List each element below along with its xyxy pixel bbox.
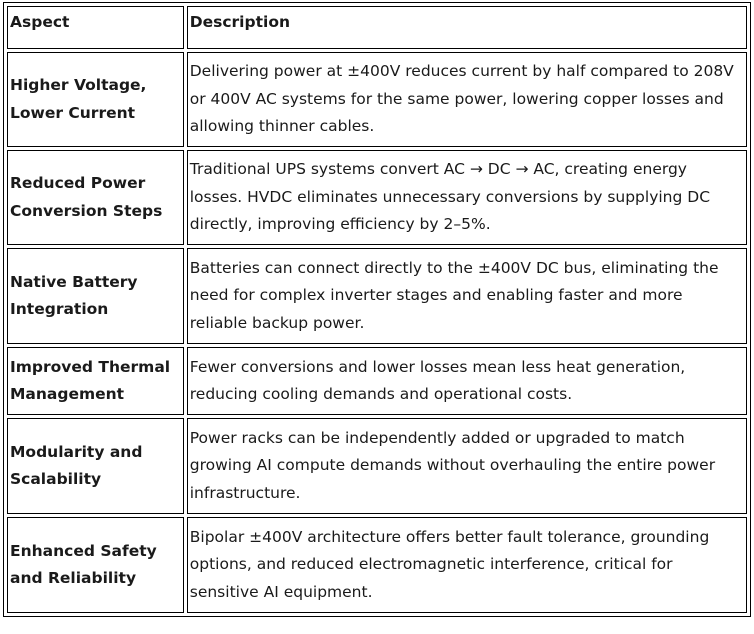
table-row (7, 150, 747, 245)
row-aspect: Native Battery Integration (7, 248, 184, 344)
table-header-row (7, 6, 747, 49)
row-aspect: Modularity and Scalability (7, 418, 184, 514)
row-description: Traditional UPS systems convert AC → DC → AC, creating energy losses. HVDC eliminates unnecessary conversions by supplying DC directly, improving efficiency by 2–5%. (187, 150, 747, 245)
row-aspect: Improved Thermal Management (7, 347, 184, 415)
table-row (7, 517, 747, 613)
table-container (3, 2, 751, 617)
row-description: Bipolar ±400V architecture offers better fault tolerance, grounding options, and reduced electromagnetic interference, critical for sensitive AI equipment. (187, 517, 747, 613)
table-row (7, 248, 747, 344)
row-aspect: Enhanced Safety and Reliability (7, 517, 184, 613)
row-aspect: Higher Voltage, Lower Current (7, 52, 184, 147)
table-row (7, 52, 747, 147)
table-row (7, 347, 747, 415)
table-row (7, 418, 747, 514)
hvdc-benefits-table (3, 2, 751, 617)
row-description: Batteries can connect directly to the ±400V DC bus, eliminating the need for complex inverter stages and enabling faster and more reliable backup power. (187, 248, 747, 344)
row-description: Fewer conversions and lower losses mean less heat generation, reducing cooling demands and operational costs. (187, 347, 747, 415)
row-aspect: Reduced Power Conversion Steps (7, 150, 184, 245)
header-aspect: Aspect (7, 6, 184, 49)
header-description: Description (187, 6, 747, 49)
row-description: Power racks can be independently added or upgraded to match growing AI compute demands without overhauling the entire power infrastructure. (187, 418, 747, 514)
row-description: Delivering power at ±400V reduces current by half compared to 208V or 400V AC systems for the same power, lowering copper losses and allowing thinner cables. (187, 52, 747, 147)
